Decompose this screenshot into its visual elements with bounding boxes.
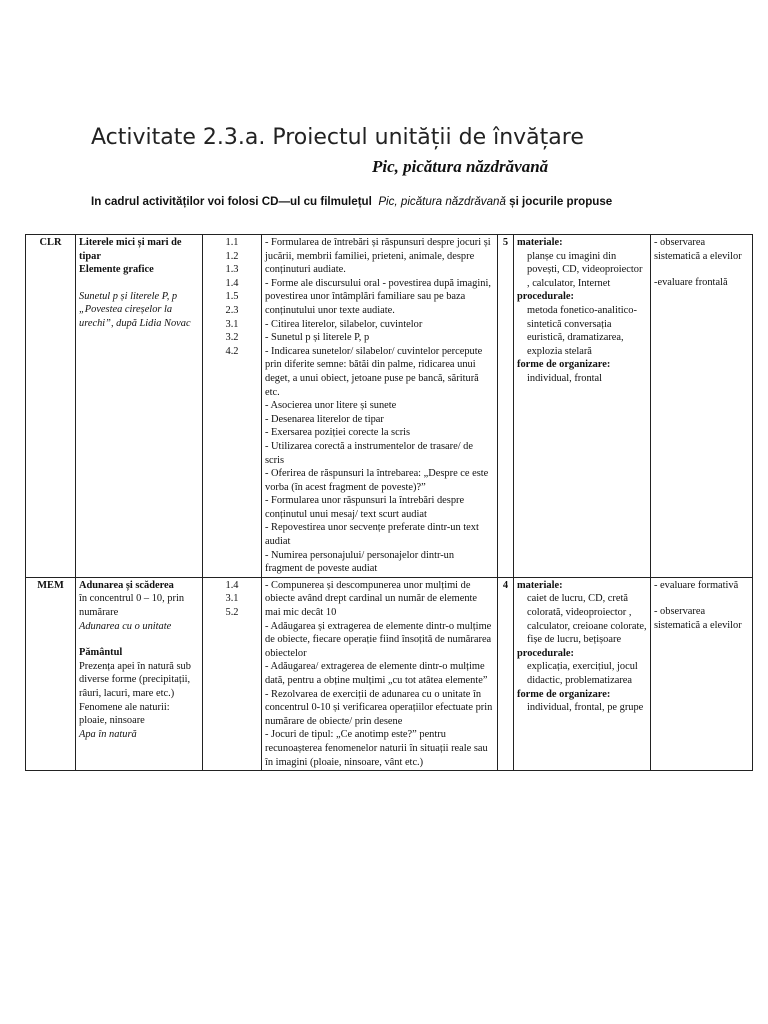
evaluation-item: - observarea sistematică a elevilor <box>654 237 742 262</box>
resource-label: materiale <box>517 237 560 248</box>
resource-text: explicația, exercițiul, jocul didactic, problematizarea <box>527 661 638 686</box>
page-subtitle: Pic, picătura năzdrăvană <box>372 157 549 176</box>
activity-item: - Repovestirea unor secvențe preferate dintr-un text audiat <box>265 522 479 548</box>
resource-text: individual, frontal <box>527 372 603 384</box>
resource-block <box>517 579 647 593</box>
evaluation-item: - evaluare formativă <box>654 579 739 591</box>
content-line: Literele mici și mari de tipar <box>79 237 182 262</box>
resource-text: individual, frontal, pe grupe <box>527 702 644 714</box>
content-line: Pământul <box>79 647 123 659</box>
activity-item: - Sunetul p și literele P, p <box>265 332 370 344</box>
hours-cell: 4 <box>498 577 514 770</box>
spacer <box>654 263 749 276</box>
content-line: Sunetul p și literele P, p <box>79 290 178 302</box>
intro-italic: Pic, picătura năzdrăvană <box>378 195 506 208</box>
resource-block <box>517 647 647 661</box>
spacer <box>79 277 199 290</box>
spacer <box>79 633 199 646</box>
page-title: Activitate 2.3.a. Proiectul unității de învățare <box>91 125 584 150</box>
competency-code: 1.1 <box>225 237 239 248</box>
content-line: Adunarea și scăderea <box>79 579 174 591</box>
content-line: Apa în natură <box>79 728 137 740</box>
competency-code: 4.2 <box>225 345 239 357</box>
activities-cell <box>262 577 498 770</box>
activity-item: - Numirea personajului/ personajelor dintr-un fragment de poveste audiat <box>265 549 455 575</box>
content-line: „Povestea cireșelor la urechi”, după Lidia Novac <box>79 304 191 329</box>
resource-label: procedurale <box>517 647 571 659</box>
competency-code: 1.2 <box>225 250 239 262</box>
resource-block <box>517 290 647 304</box>
evaluation-cell <box>651 577 753 770</box>
activity-item: - Oferirea de răspunsuri la întrebarea: „Despre ce este vorba (în acest fragment de poveste)?” <box>265 468 489 493</box>
table-row <box>26 235 753 578</box>
content-cell <box>76 577 203 770</box>
competencies-cell <box>203 577 262 770</box>
activity-item: - Asocierea unor litere și sunete <box>265 400 397 412</box>
competency-code: 2.3 <box>225 304 239 316</box>
content-line: Prezența apei în natură sub diverse forme (precipitații, râuri, lacuri, mare etc.) <box>79 660 191 699</box>
resources-cell <box>514 577 651 770</box>
resource-label: procedurale <box>517 291 571 303</box>
domain-cell: CLR <box>26 235 76 578</box>
evaluation-item: - observarea sistematică a elevilor <box>654 606 742 632</box>
activity-item: - Rezolvarea de exerciții de adunarea cu o unitate în concentrul 0-10 și verificarea operațiilor efectuate prin numărare de obiecte/ prin desene <box>265 688 493 727</box>
intro-prefix: In cadrul activităților voi folosi CD—ul cu filmulețul <box>91 195 372 208</box>
activity-item: - Indicarea sunetelor/ silabelor/ cuvintelor percepute prin diferite semne: bătăi din palme, ridicarea unui deget, a unui obiect, jetoane puse pe bancă, săritură etc. <box>265 345 483 398</box>
resource-text: planșe cu imagini din povești, CD, videoproiector , calculator, Internet <box>527 250 643 289</box>
activity-item: - Formularea de întrebări și răspunsuri despre jocuri și jucării, membrii familiei, prieteni, animale, despre conținuturi audiate. <box>265 237 491 276</box>
activity-item: - Adăugarea/ extragerea de elemente dintr-o mulțime dată, pentru a obține mulțimi „cu tot atâtea elemente” <box>265 661 488 686</box>
competency-code: 1.4 <box>225 277 239 289</box>
unit-plan-table <box>25 234 753 771</box>
label-colon: : <box>570 291 574 303</box>
activity-item: - Forme ale discursului oral - povestirea după imagini, povestirea unor întâmplări familiare sau pe baza conținutului unor texte audiate. <box>265 277 491 316</box>
label-colon: : <box>559 579 563 591</box>
content-line: în concentrul 0 – 10, prin numărare <box>79 593 185 619</box>
resource-label: forme de organizare <box>517 688 607 700</box>
label-colon: : <box>606 359 611 371</box>
content-line: Fenomene ale naturii: ploaie, ninsoare <box>79 701 170 727</box>
evaluation-cell <box>651 235 753 578</box>
activities-cell <box>262 235 498 578</box>
competencies-cell <box>203 235 262 578</box>
resource-block <box>517 358 647 372</box>
resource-text: metoda fonetico-analitico-sintetică conversația euristică, dramatizarea, explozia stelară <box>527 304 637 357</box>
activity-item: - Desenarea literelor de tipar <box>265 413 384 425</box>
resource-label: forme de organizare <box>517 359 607 371</box>
label-colon: : <box>570 647 574 659</box>
content-cell <box>76 235 203 578</box>
evaluation-item: -evaluare frontală <box>654 277 728 289</box>
competency-code: 1.5 <box>225 291 239 303</box>
activity-item: - Adăugarea și extragerea de elemente dintr-o mulțime de obiecte, fiecare operație fiind însoțită de numărarea obiectelor <box>265 620 492 659</box>
spacer <box>654 592 749 605</box>
competency-code: 3.1 <box>225 318 239 330</box>
activity-item: - Exersarea poziției corecte la scris <box>265 427 411 439</box>
competency-code: 1.3 <box>225 264 239 276</box>
resources-cell <box>514 235 651 578</box>
intro-text <box>91 195 612 208</box>
resource-block <box>517 688 647 702</box>
domain-cell: MEM <box>26 577 76 770</box>
label-colon: : <box>606 688 611 700</box>
resource-block <box>517 236 647 250</box>
hours-cell: 5 <box>498 235 514 578</box>
activity-item: - Utilizarea corectă a instrumentelor de trasare/ de scris <box>265 440 473 466</box>
resource-label: materiale <box>517 579 560 591</box>
competency-code: 3.2 <box>225 332 239 344</box>
label-colon: : <box>559 237 563 248</box>
table-row <box>26 577 753 770</box>
resource-text: caiet de lucru, CD, cretă colorată, videoproiector , calculator, creioane colorate, fișe de lucru, bețișoare <box>527 593 647 646</box>
content-line: Adunarea cu o unitate <box>79 620 172 632</box>
content-line: Elemente grafice <box>79 264 154 276</box>
activity-item: - Jocuri de tipul: „Ce anotimp este?” pentru recunoașterea fenomenelor naturii în situații reale sau în imagini (ploaie, ninsoare, vânt etc.) <box>265 729 488 768</box>
competency-code: 1.4 <box>225 579 239 591</box>
intro-suffix: și jocurile propuse <box>509 195 613 208</box>
activity-item: - Formularea unor răspunsuri la întrebări despre conținutul unui mesaj/ text scurt audiat <box>265 495 465 520</box>
competency-code: 5.2 <box>225 607 239 619</box>
competency-code: 3.1 <box>225 593 239 605</box>
activity-item: - Compunerea și descompunerea unor mulțimi de obiecte având drept cardinal un număr de elemente mai mic decât 10 <box>265 579 478 619</box>
activity-item: - Citirea literelor, silabelor, cuvintelor <box>265 318 423 330</box>
